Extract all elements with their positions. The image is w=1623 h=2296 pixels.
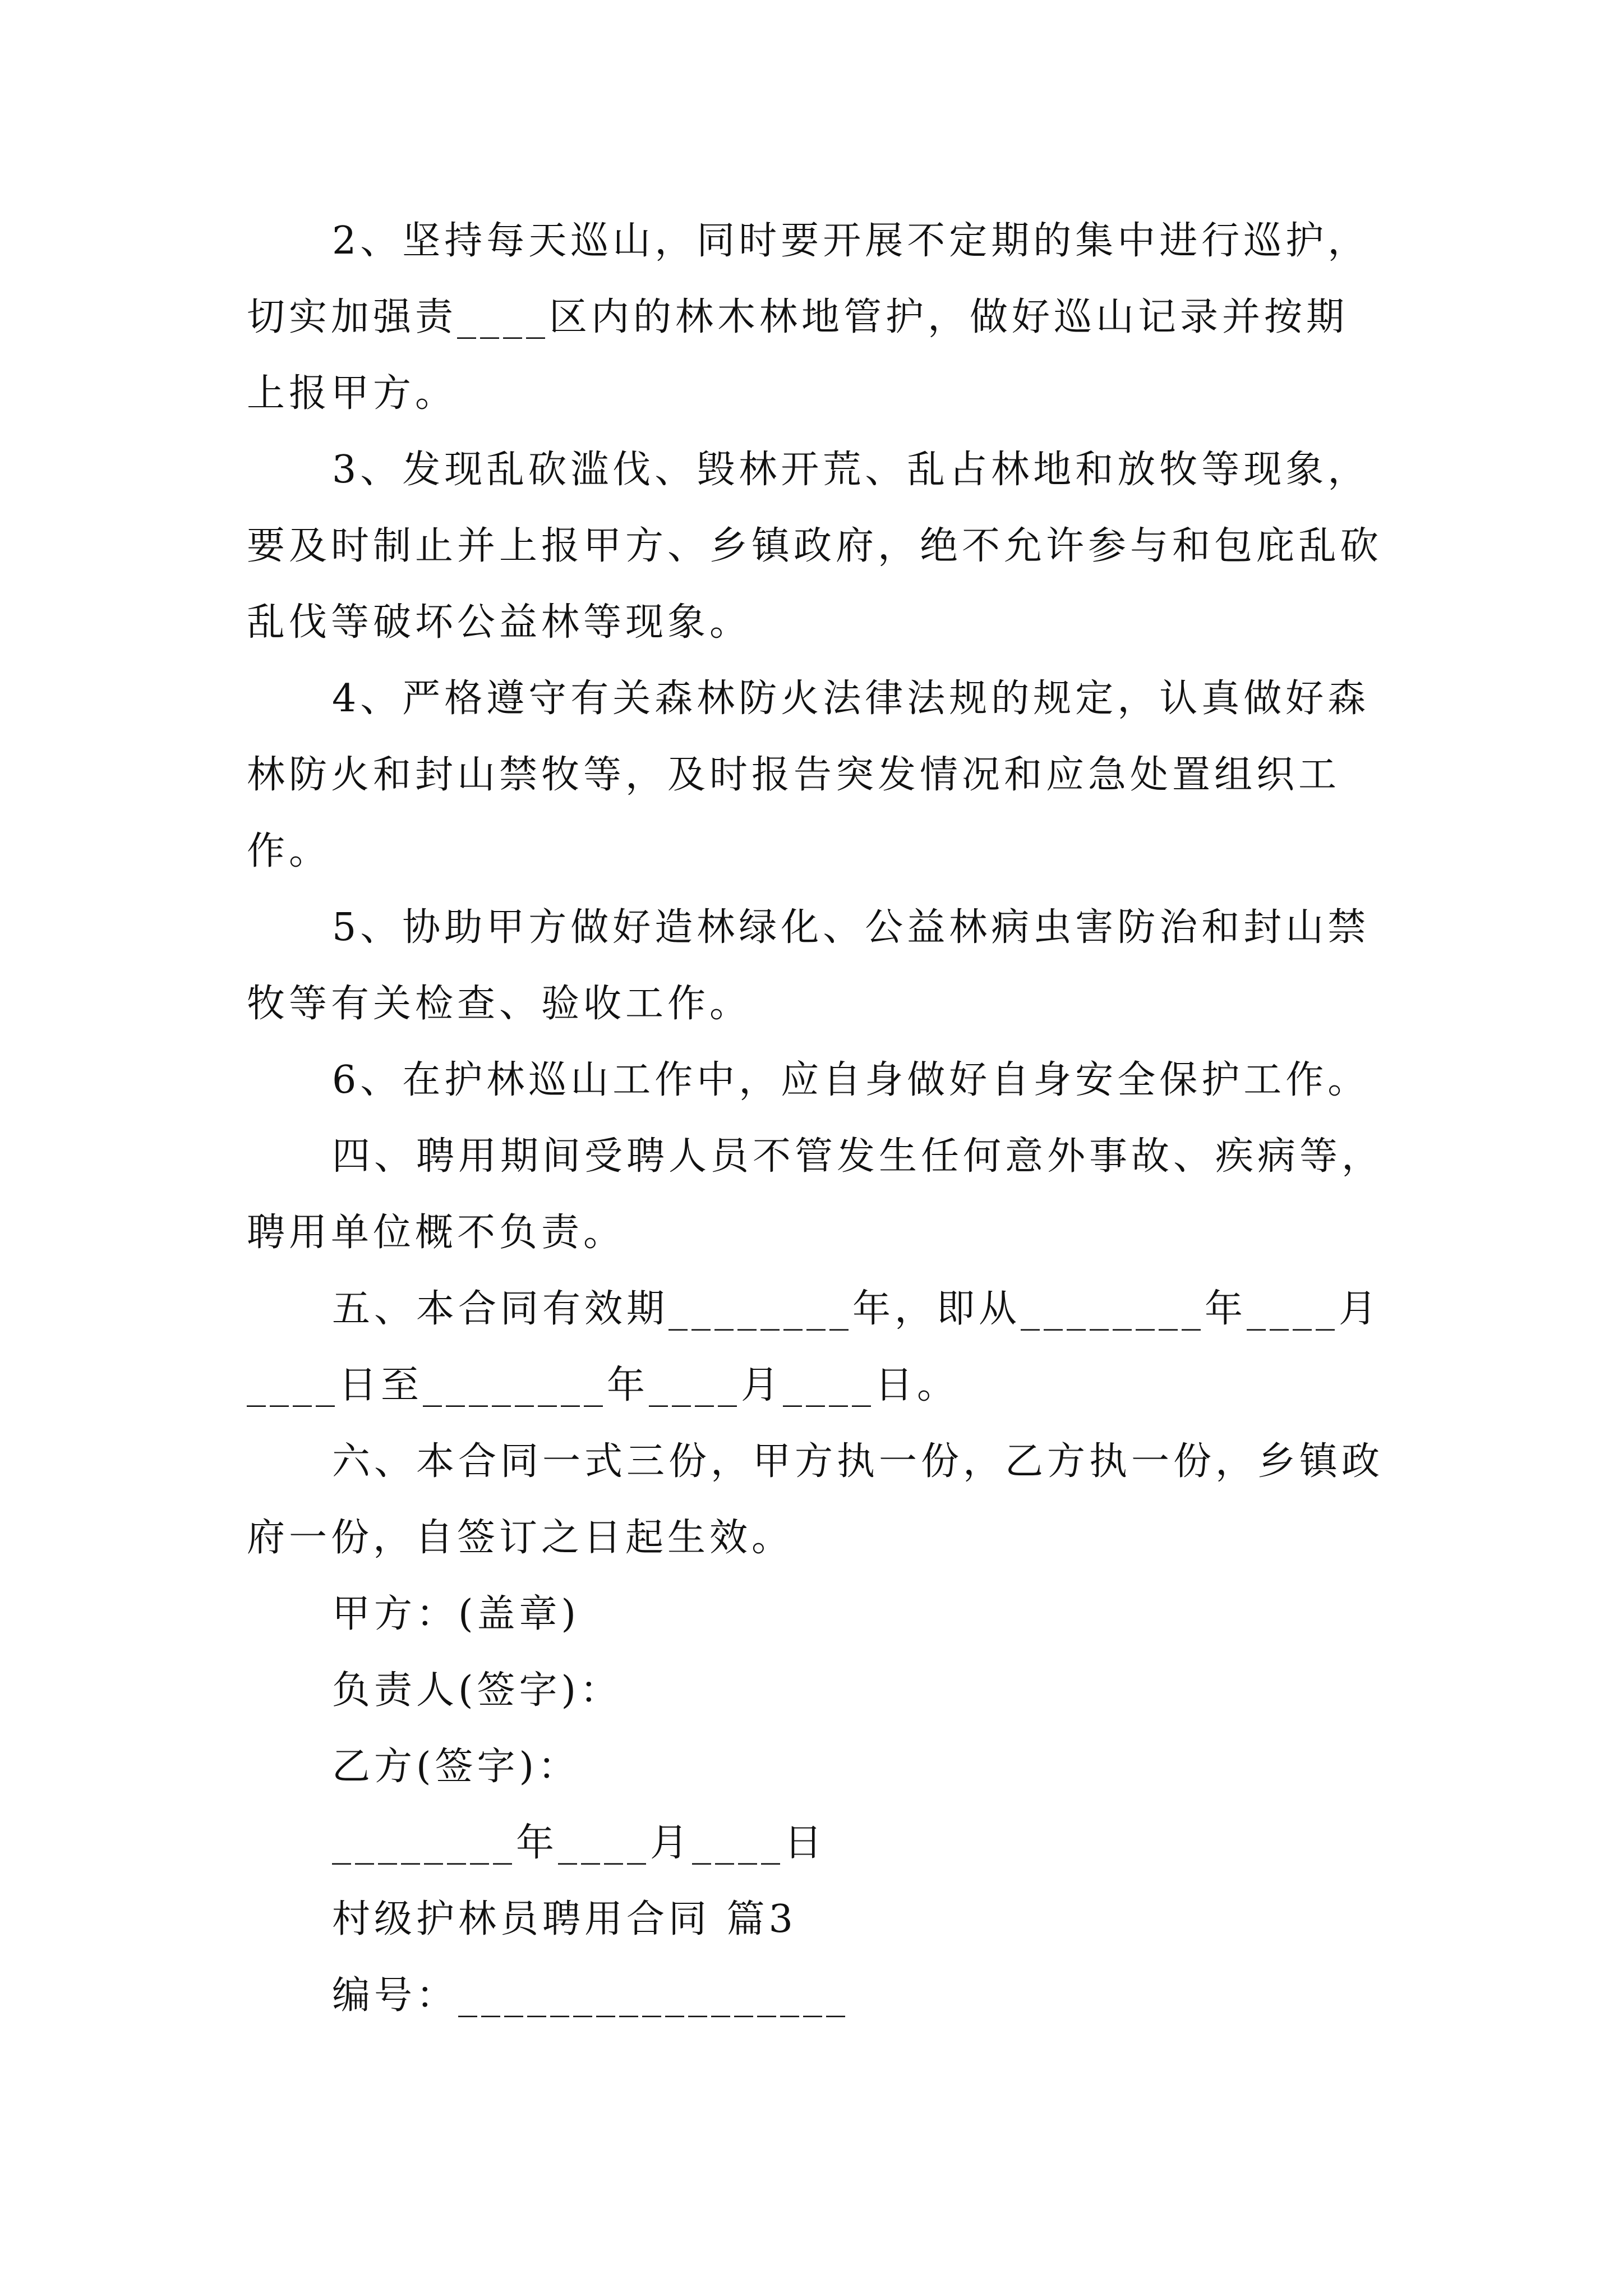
party-a-seal: 甲方：(盖章) (332, 1592, 580, 1636)
paragraph-validity-period: 五、本合同有效期________年，即从________年____月____日至________年____月____日。 (247, 1287, 1381, 1407)
contract-number-line: 编号：_________________ (332, 1973, 850, 2018)
next-contract-title: 村级护林员聘用合同 篇3 (332, 1897, 797, 1941)
signing-date: ________年____月____日 (332, 1821, 827, 1865)
responsible-person-signature: 负责人(签字)： (332, 1668, 623, 1713)
document-body (247, 203, 1385, 2034)
paragraph-safety: 6、在护林巡山工作中，应自身做好自身安全保护工作。 (332, 1058, 1370, 1102)
paragraph-fire-prevention: 4、严格遵守有关森林防火法律法规的规定，认真做好森林防火和封山禁牧等，及时报告突发情况和应急处置组织工作。 (247, 677, 1370, 873)
party-b-signature: 乙方(签字)： (332, 1745, 580, 1789)
paragraph-patrol: 2、坚持每天巡山，同时要开展不定期的集中进行巡护，切实加强责____区内的林木林地管护，做好巡山记录并按期上报甲方。 (247, 219, 1370, 416)
paragraph-copies: 六、本合同一式三份，甲方执一份，乙方执一份，乡镇政府一份，自签订之日起生效。 (247, 1439, 1384, 1560)
paragraph-liability: 四、聘用期间受聘人员不管发生任何意外事故、疾病等，聘用单位概不负责。 (247, 1134, 1384, 1255)
paragraph-illegal-logging: 3、发现乱砍滥伐、毁林开荒、乱占林地和放牧等现象，要及时制止并上报甲方、乡镇政府，绝不允许参与和包庇乱砍乱伐等破坏公益林等现象。 (247, 448, 1383, 645)
paragraph-afforestation: 5、协助甲方做好造林绿化、公益林病虫害防治和封山禁牧等有关检查、验收工作。 (247, 905, 1370, 1026)
